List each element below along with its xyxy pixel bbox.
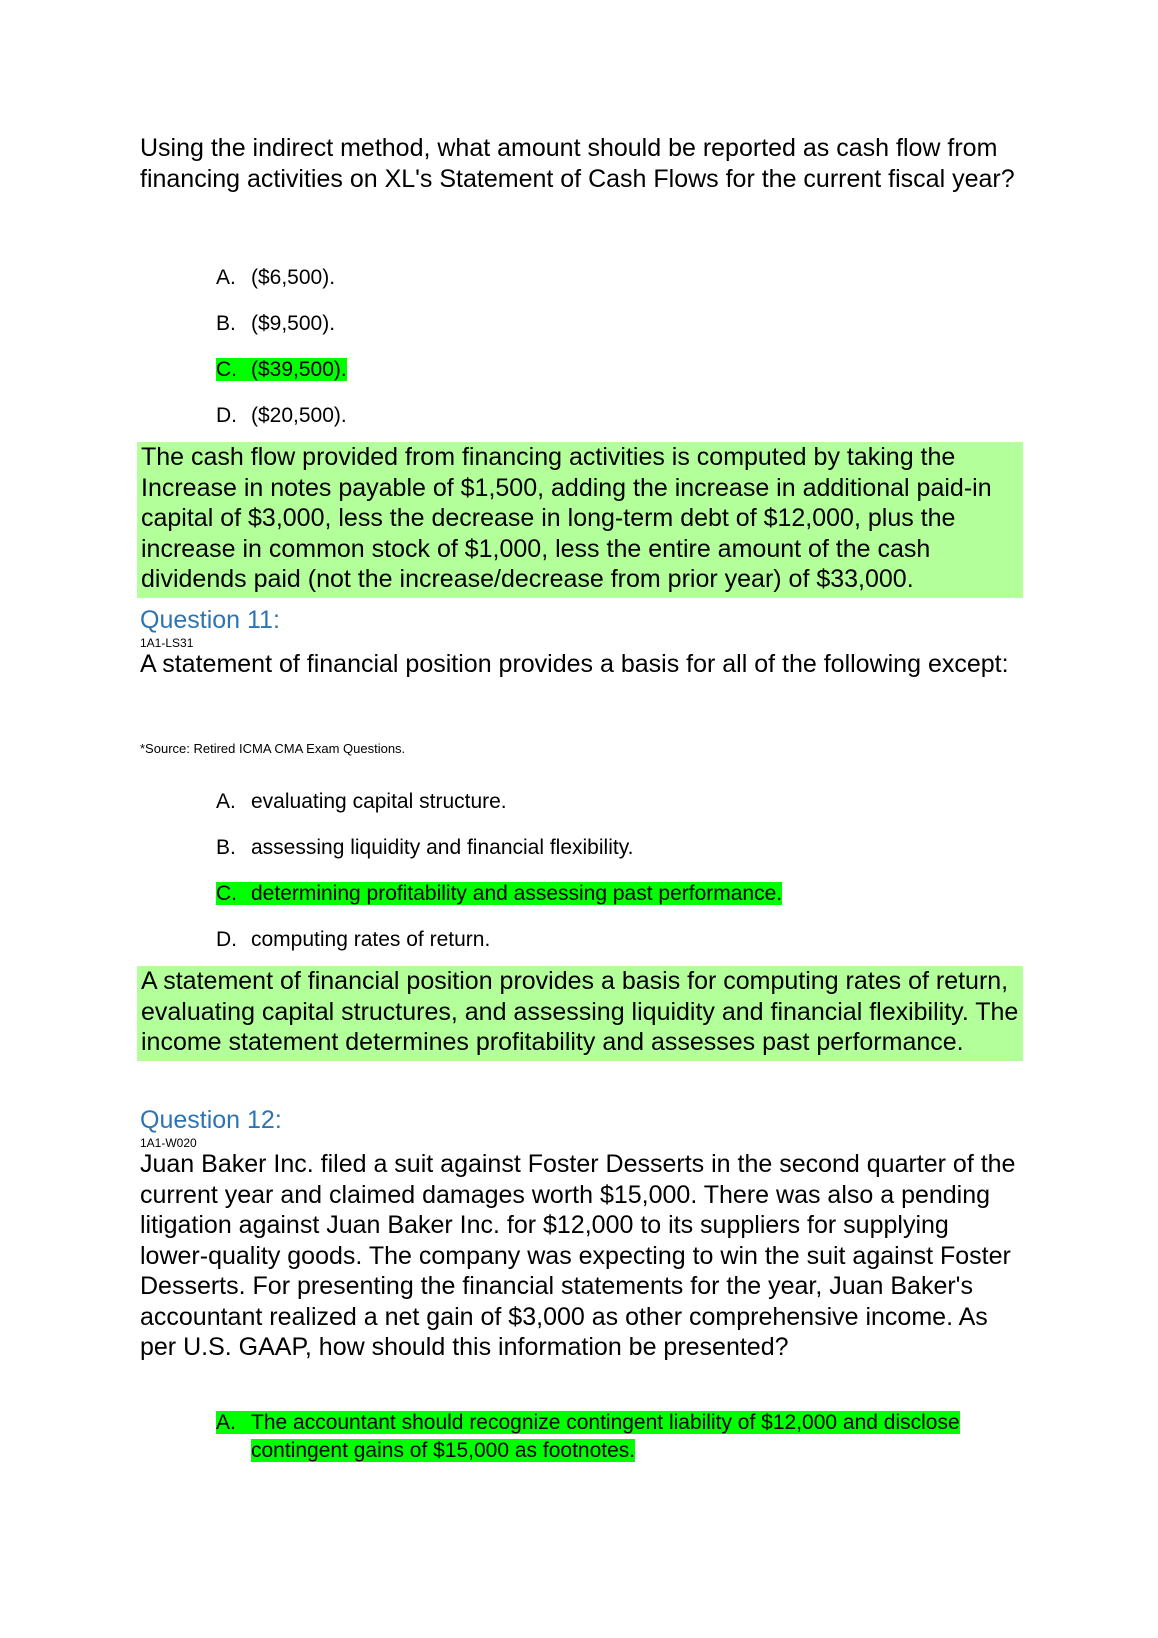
q10-choice-a <box>216 264 976 292</box>
choice-letter: C. <box>216 358 237 381</box>
choice-text: ($9,500). <box>251 312 336 335</box>
q12-choice-a-correct <box>216 1409 1011 1465</box>
choice-letter: A. <box>216 1411 236 1434</box>
q11-stem: A statement of financial position provides a basis for all of the following except: <box>140 650 1009 678</box>
q11-source: *Source: Retired ICMA CMA Exam Questions. <box>140 741 406 756</box>
choice-letter: B. <box>216 312 236 335</box>
q11-choice-c-correct <box>216 880 976 908</box>
choice-letter: D. <box>216 404 237 427</box>
q11-heading: Question 11: <box>140 606 280 634</box>
q11-choice-a <box>216 788 976 816</box>
choice-text: The accountant should recognize contingent liability of $12,000 and disclose contingent gains of $15,000 as footnotes. <box>251 1411 960 1462</box>
q11-id: 1A1-LS31 <box>140 636 194 650</box>
q12-heading: Question 12: <box>140 1106 282 1134</box>
choice-text: ($39,500). <box>251 358 347 381</box>
choice-text: determining profitability and assessing past performance. <box>251 882 783 905</box>
q11-explanation: A statement of financial position provides a basis for computing rates of return, evaluating capital structures, and assessing liquidity and financial flexibility. The income statement determines profitability and assesses past performance. <box>137 966 1023 1061</box>
choice-letter: A. <box>216 790 236 813</box>
choice-letter: B. <box>216 836 236 859</box>
q11-choice-d <box>216 926 976 954</box>
q11-choice-b <box>216 834 976 862</box>
q12-stem: Juan Baker Inc. filed a suit against Foster Desserts in the second quarter of the current year and claimed damages worth $15,000. There was also a pending litigation against Juan Baker Inc. for $12,000 to its suppliers for supplying lower-quality goods. The company was expecting to win the suit against Foster Desserts. For presenting the financial statements for the year, Juan Baker's accountant realized a net gain of $3,000 as other comprehensive income. As per U.S. GAAP, how should this information be presented? <box>140 1150 1016 1361</box>
choice-text: ($20,500). <box>251 404 347 427</box>
choice-text: assessing liquidity and financial flexibility. <box>251 836 634 859</box>
choice-text: evaluating capital structure. <box>251 790 507 813</box>
choice-letter: D. <box>216 928 237 951</box>
q10-stem: Using the indirect method, what amount should be reported as cash flow from financing activities on XL's Statement of Cash Flows for the current fiscal year? <box>140 134 1015 193</box>
choice-text: ($6,500). <box>251 266 336 289</box>
q10-choice-b <box>216 310 976 338</box>
q10-explanation: The cash flow provided from financing activities is computed by taking the Increase in notes payable of $1,500, adding the increase in additional paid-in capital of $3,000, less the decrease in long-term debt of $12,000, plus the increase in common stock of $1,000, less the entire amount of the cash dividends paid (not the increase/decrease from prior year) of $33,000. <box>137 442 1023 598</box>
choice-text: computing rates of return. <box>251 928 491 951</box>
choice-letter: A. <box>216 266 236 289</box>
q10-choice-d <box>216 402 976 430</box>
choice-letter: C. <box>216 882 237 905</box>
q10-choice-c-correct <box>216 356 976 384</box>
q12-id: 1A1-W020 <box>140 1136 197 1150</box>
